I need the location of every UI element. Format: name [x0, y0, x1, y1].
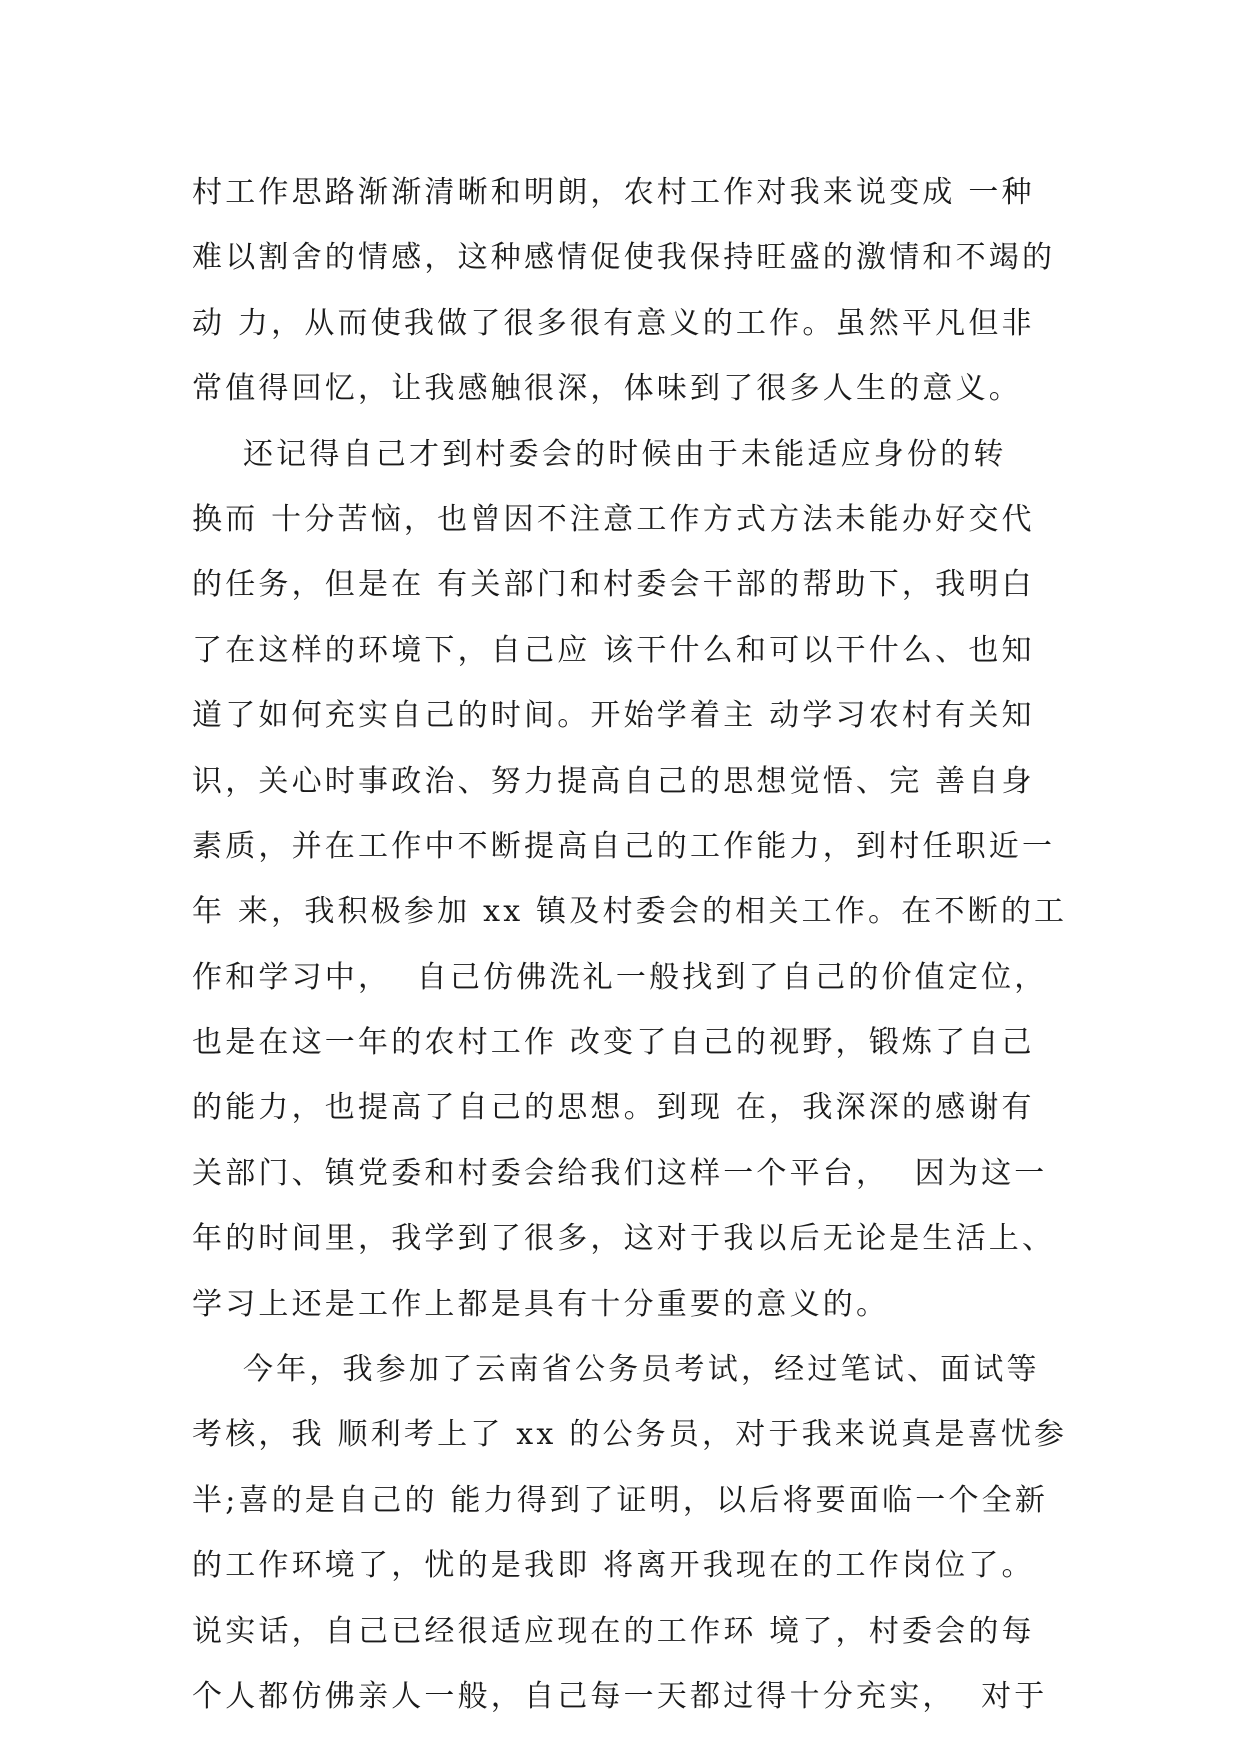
text-line: 常值得回忆，让我感触很深，体味到了很多人生的意义。 — [192, 371, 1022, 407]
text-line: 个人都仿佛亲人一般，自己每一天都过得十分充实， 对于 — [192, 1678, 1048, 1714]
text-line: 识，关心时事政治、努力提高自己的思想觉悟、完 善自身 — [192, 763, 1035, 799]
text-line: 的能力，也提高了自己的思想。到现 在，我深深的感谢有 — [192, 1090, 1035, 1126]
text-line: 动 力，从而使我做了很多很有意义的工作。虽然平凡但非 — [192, 305, 1035, 341]
body-text — [192, 160, 1072, 1729]
text-line: 作和学习中， 自己仿佛洗礼一般找到了自己的价值定位， — [192, 959, 1048, 995]
text-line: 的工作环境了，忧的是我即 将离开我现在的工作岗位了。 — [192, 1548, 1035, 1584]
text-line: 道了如何充实自己的时间。开始学着主 动学习农村有关知 — [192, 698, 1035, 734]
text-line: 说实话，自己已经很适应现在的工作环 境了，村委会的每 — [192, 1613, 1035, 1649]
text-line: 考核，我 顺利考上了 xx 的公务员，对于我来说真是喜忧参 — [192, 1417, 1068, 1453]
text-line: 年的时间里，我学到了很多，这对于我以后无论是生活上、 — [192, 1221, 1056, 1257]
text-line: 也是在这一年的农村工作 改变了自己的视野，锻炼了自己 — [192, 1025, 1035, 1061]
text-line: 难以割舍的情感，这种感情促使我保持旺盛的激情和不竭的 — [192, 240, 1056, 276]
text-line: 村工作思路渐渐清晰和明朗，农村工作对我来说变成 一种 — [192, 175, 1035, 210]
text-line: 今年，我参加了云南省公务员考试，经过笔试、面试等 — [192, 1352, 1040, 1388]
text-line: 半;喜的是自己的 能力得到了证明，以后将要面临一个全新 — [192, 1482, 1049, 1518]
text-line: 素质，并在工作中不断提高自己的工作能力，到村任职近一 — [192, 828, 1056, 864]
text-line: 了在这样的环境下，自己应 该干什么和可以干什么、也知 — [192, 632, 1035, 668]
text-line: 关部门、镇党委和村委会给我们这样一个平台， 因为这一 — [192, 1155, 1048, 1191]
text-line: 年 来，我积极参加 xx 镇及村委会的相关工作。在不断的工 — [192, 894, 1068, 930]
text-line: 还记得自己才到村委会的时候由于未能适应身份的转 — [192, 436, 1007, 472]
text-line: 学习上还是工作上都是具有十分重要的意义的。 — [192, 1286, 890, 1322]
text-line: 的任务，但是在 有关部门和村委会干部的帮助下，我明白 — [192, 567, 1035, 603]
text-line: 换而 十分苦恼，也曾因不注意工作方式方法未能办好交代 — [192, 501, 1035, 537]
